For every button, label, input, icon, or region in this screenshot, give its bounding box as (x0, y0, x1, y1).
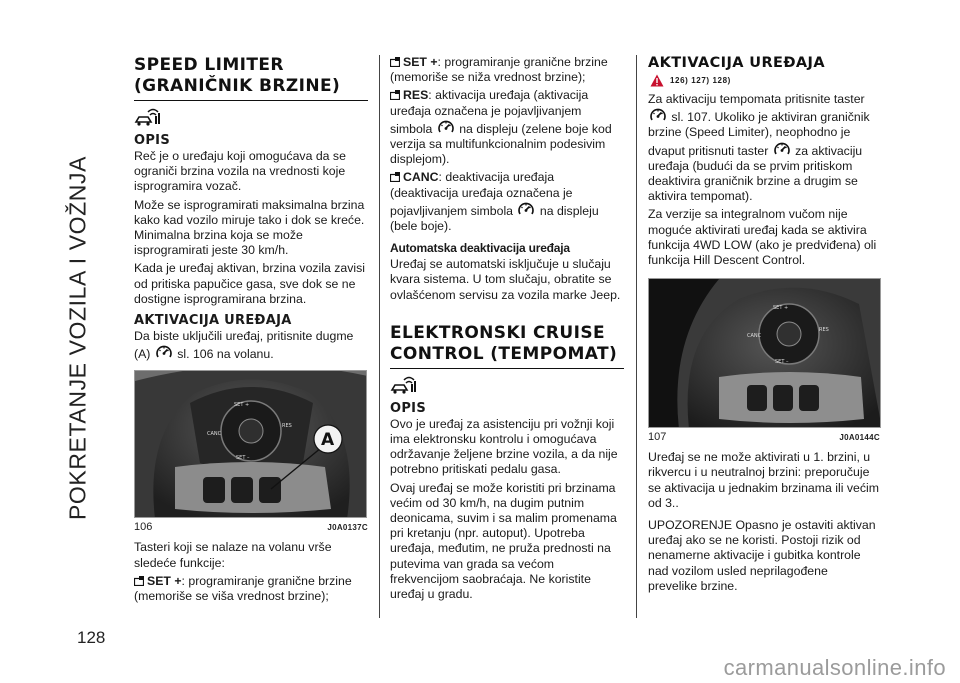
connected-car-icon (134, 107, 162, 127)
section-title-cruise-control (390, 323, 624, 369)
column-divider (636, 55, 637, 618)
figure-107 (648, 278, 881, 428)
column-2 (390, 55, 624, 605)
figure-label-a: A (321, 430, 335, 451)
bullet-square-icon (134, 576, 144, 586)
wheel-label-set-minus: SET – (236, 455, 250, 462)
paragraph: Reč je o uređaju koji omogućava da se ograniči brzina vozila na vrednosti koje isprogramira vozač. (134, 149, 346, 194)
opis-heading: OPIS (134, 133, 170, 148)
bullet-item (390, 170, 624, 234)
connected-car-icon (390, 375, 418, 395)
cruise-control-icon (437, 119, 455, 137)
warning-triangle-icon (650, 74, 664, 87)
figure-code: J0A0137C (327, 523, 368, 533)
figure-caption (134, 521, 368, 533)
wheel-label-set-plus: SET + (773, 305, 789, 312)
key-label: RES (403, 88, 429, 103)
text: : deaktivacija uređaja (deaktivacija uređaja označena je pojavljivanjem simbola (390, 170, 573, 218)
paragraph: Uređaj se ne može aktivirati u 1. brzini, u rikvercu i u neutralnoj brzini: preporučuje se aktivacija u jednakim brzinama ili većim od 3.. (648, 450, 879, 510)
paragraph: Uređaj se automatski isključuje u slučaju kvara sistema. U tom slučaju, obratite se ovlašćenom servisu za vozila marke Jeep. (390, 257, 621, 302)
title-line: SPEED LIMITER (134, 55, 284, 75)
wheel-label-set-minus: SET – (775, 359, 789, 366)
column-3 (648, 55, 880, 597)
column-1 (134, 55, 368, 607)
cruise-control-icon (773, 141, 791, 159)
text: sl. 107. Ukoliko je aktiviran graničnik brzine (Speed Limiter), neophodno je dvaput pritisnuti taster (648, 110, 870, 158)
bullet-square-icon (390, 90, 400, 100)
text: na displeju (bele boje). (390, 203, 599, 234)
warning-refs-line (650, 74, 880, 87)
paragraph: Kada je uređaj aktivan, brzina vozila zavisi od pritiska papučice gasa, sve dok se ne dostigne isprogramirana brzina. (134, 261, 366, 306)
wheel-label-res: RES (819, 327, 829, 334)
key-label: SET + (403, 55, 438, 69)
figure-106 (134, 370, 367, 518)
cruise-control-icon (517, 201, 535, 219)
text: : aktivacija uređaja (aktivacija uređaja označena je pojavljivanjem simbola (390, 88, 589, 136)
page-number: 128 (77, 628, 106, 647)
paragraph: Ovo je uređaj za asistenciju pri vožnji koji ima elektronsku kontrolu i omogućava održavanje željene brzine vozila, a da nije potrebno pritiskati pedalu gasa. (390, 416, 618, 477)
warning-paragraph: UPOZORENJE Opasno je ostaviti aktivan uređaj ako se ne koristi. Postoji rizik od nenamerne aktivacije i gubitka kontrole nad vozilom usled neprilagođene prevelike brzine. (648, 518, 876, 593)
text: Za aktivaciju tempomata pritisnite taster (648, 92, 865, 106)
figure-code: J0A0144C (839, 433, 880, 443)
watermark: carmanualsonline.info (723, 655, 946, 680)
paragraph: Tasteri koji se nalaze na volanu vrše sledeće funkcije: (134, 540, 332, 570)
text: na displeju (zelene boje kod verzija sa multifunkcionalnim podesivim displejom). (390, 121, 612, 167)
text: : programiranje granične brzine (memoriše se viša vrednost brzine); (134, 573, 352, 604)
column-divider (379, 55, 380, 618)
wheel-label-canc: CANC (747, 333, 762, 340)
wheel-label-set-plus: SET + (234, 402, 250, 409)
title-line: ELEKTRONSKI CRUISE (390, 322, 606, 343)
section-heading-aktivacija: AKTIVACIJA UREĐAJA (648, 55, 825, 71)
bullet-item (390, 88, 624, 167)
key-label: SET + (147, 573, 182, 588)
opis-heading: OPIS (390, 400, 426, 416)
bullet-item (390, 55, 624, 85)
section-title-speed-limiter (134, 55, 368, 101)
chapter-side-title: POKRETANJE VOZILA I VOŽNJA (64, 155, 91, 521)
figure-number: 106 (134, 521, 153, 534)
text: Da biste uključili uređaj, pritisnite dugme (A) (134, 329, 354, 362)
paragraph: Ovaj uređaj se može koristiti pri brzinama većim od 30 km/h, na dugim putnim deonicama, suvim i sa malim promenama pri kretanju (npr. autoput). Upotreba uređaja, međutim, ne pruža prednosti na putevima van grada sa većom frekvencijom saobraćaja. Ne koristite uređaj u gradu. (390, 480, 617, 602)
text: za aktivaciju uređaja (budući da se prvim pritiskom deaktivira graničnik brzine a drugim se aktivira tempomat). (648, 143, 863, 204)
cruise-control-icon (155, 344, 173, 362)
paragraph: Za verzije sa integralnom vučom nije moguće aktivirati uređaj kada se aktivira funkcija 4WD LOW (ako je predviđena) oli funkcija Hill Descent Control. (648, 207, 877, 268)
text: sl. 106 na volanu. (177, 347, 274, 362)
paragraph (134, 329, 368, 362)
bullet-square-icon (390, 172, 400, 182)
cruise-control-icon (649, 107, 667, 125)
warning-refs: 126) 127) 128) (670, 76, 731, 85)
steering-wheel-photo (649, 279, 881, 428)
title-line: CONTROL (TEMPOMAT) (390, 343, 618, 364)
bullet-square-icon (390, 57, 400, 67)
figure-caption (648, 431, 880, 443)
paragraph: Može se isprogramirati maksimalna brzina kako kad vozilo miruje tako i dok se kreće. Minimalna brzina koja se može isprogramirati jeste 30 km/h. (134, 197, 365, 258)
figure-number: 107 (648, 431, 667, 444)
text: : programiranje granične brzine (memoriše se niža vrednost brzine); (390, 55, 608, 85)
steering-wheel-photo (135, 371, 367, 518)
aktivacija-heading: AKTIVACIJA UREĐAJA (134, 313, 292, 329)
wheel-label-canc: CANC (207, 431, 222, 438)
bullet-item (134, 574, 368, 604)
title-line: (GRANIČNIK BRZINE) (134, 76, 341, 96)
paragraph (648, 92, 880, 204)
key-label: CANC (403, 170, 439, 185)
wheel-label-res: RES (282, 423, 292, 430)
auto-deactivation-heading: Automatska deaktivacija uređaja (390, 241, 570, 256)
